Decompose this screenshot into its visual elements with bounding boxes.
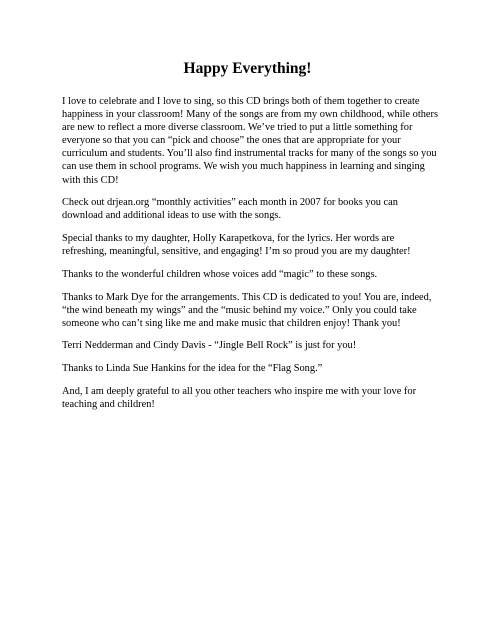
paragraph-intro: I love to celebrate and I love to sing, so this CD brings both of them together to create happiness in your classroom! Many of the songs are from my own childhood, while others are new to reflect a more diverse classroom. We’ve tried to put a little something for everyone so that you can “pick and choose” the ones that are appropriate for your curriculum and students. You’ll also find instrumental tracks for many of the songs so you can use them in school programs. We wish you much happiness in learning and singing with this CD! [62,96,439,186]
paragraph-thanks-children: Thanks to the wonderful children whose voices add “magic” to these songs. [62,268,378,280]
paragraph-jingle-bell-rock: Terri Nedderman and Cindy Davis - “Jingle Bell Rock” is just for you! [62,340,357,352]
paragraph-flag-song: Thanks to Linda Sue Hankins for the idea for the “Flag Song.” [62,363,323,375]
document-body [62,95,440,421]
page-title: Happy Everything! [183,60,312,77]
paragraph-thanks-arranger: Thanks to Mark Dye for the arrangements. This CD is dedicated to you! You are, indeed, “the wind beneath my wings” and the “music behind my voice.” Only you could take someone who can’t sing like me and make music that children enjoy! Thank you! [62,291,432,329]
paragraph-thanks-daughter: Special thanks to my daughter, Holly Karapetkova, for the lyrics. Her words are refreshing, meaningful, sensitive, and engaging! I’m so proud you are my daughter! [62,233,411,258]
paragraph-teachers: And, I am deeply grateful to all you other teachers who inspire me with your love for teaching and children! [62,385,417,410]
paragraph-website: Check out drjean.org “monthly activities” each month in 2007 for books you can download and additional ideas to use with the songs. [62,197,398,222]
